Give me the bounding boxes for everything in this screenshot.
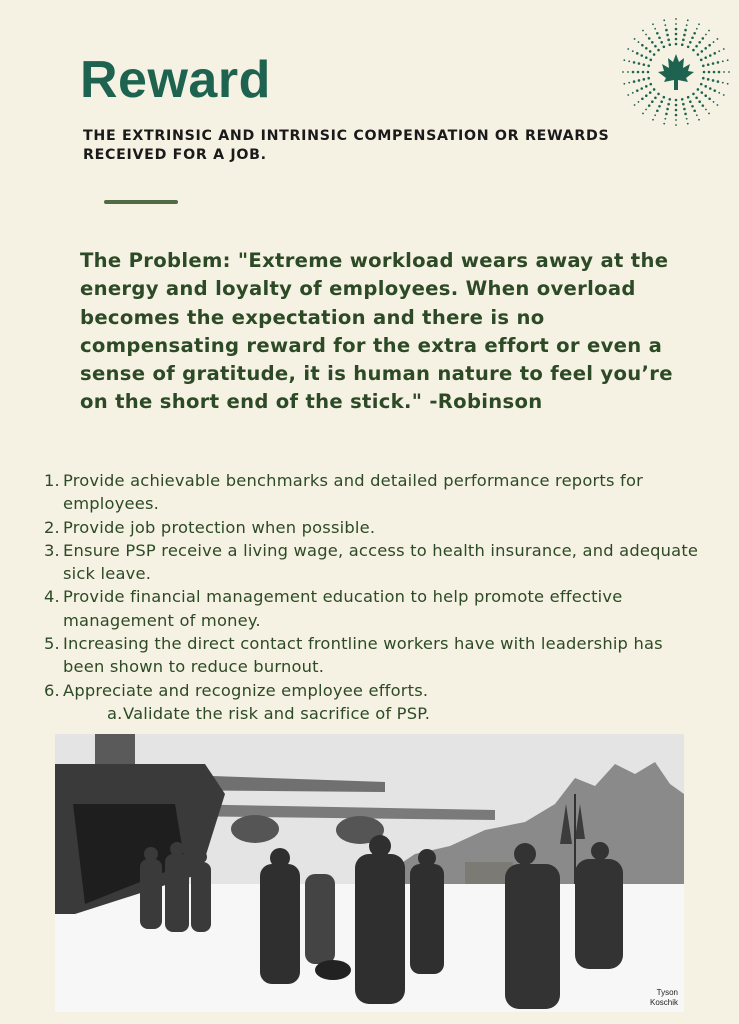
logo-ray-dot bbox=[645, 85, 648, 88]
logo-ray-dot bbox=[722, 60, 724, 62]
logo-ray-dot bbox=[675, 33, 678, 36]
logo-ray-dot bbox=[645, 94, 648, 97]
logo-ray-dot bbox=[643, 78, 646, 81]
logo-ray-dot bbox=[647, 64, 650, 67]
logo-ray-dot bbox=[649, 59, 652, 62]
logo-ray-dot bbox=[628, 60, 630, 62]
logo-ray-dot bbox=[722, 82, 724, 84]
logo-ray-dot bbox=[689, 41, 692, 44]
logo-ray-dot bbox=[681, 98, 684, 101]
logo-ray-dot bbox=[636, 89, 639, 92]
logo-ray-dot bbox=[642, 113, 644, 115]
logo-ray-dot bbox=[705, 34, 707, 36]
logo-ray-dot bbox=[641, 98, 644, 101]
divider bbox=[104, 200, 178, 204]
logo-ray-dot bbox=[645, 109, 647, 111]
logo-ray-dot bbox=[656, 32, 659, 35]
logo-ray-dot bbox=[698, 119, 700, 121]
logo-ray-dot bbox=[649, 83, 652, 86]
logo-ray-dot bbox=[687, 19, 689, 21]
logo-ray-dot bbox=[704, 85, 707, 88]
logo-ray-dot bbox=[708, 71, 711, 74]
logo-ray-dot bbox=[691, 105, 694, 108]
logo-ray-dot bbox=[713, 52, 716, 55]
logo-ray-dot bbox=[689, 100, 692, 103]
logo-ray-dot bbox=[698, 23, 700, 25]
logo-ray-dot bbox=[642, 30, 644, 32]
logo-ray-dot bbox=[627, 94, 629, 96]
logo-ray-dot bbox=[728, 71, 730, 73]
logo-ray-dot bbox=[623, 59, 625, 61]
logo-ray-dot bbox=[693, 109, 696, 112]
logo-ray-dot bbox=[717, 80, 720, 83]
logo-ray-dot bbox=[654, 97, 657, 100]
logo-ray-dot bbox=[667, 103, 670, 106]
logo-ray-dot bbox=[660, 41, 663, 44]
logo-ray-dot bbox=[713, 41, 715, 43]
logo-ray-dot bbox=[708, 98, 711, 101]
logo-ray-dot bbox=[638, 101, 640, 103]
maple-leaf-icon bbox=[618, 14, 734, 130]
sub-list bbox=[63, 702, 704, 725]
logo-ray-dot bbox=[707, 63, 710, 66]
logo-ray-dot bbox=[697, 88, 700, 91]
logo-ray-dot bbox=[696, 28, 698, 30]
logo-ray-dot bbox=[653, 53, 656, 56]
logo-ray-dot bbox=[675, 38, 678, 41]
logo-ray-dot bbox=[657, 93, 660, 96]
logo-ray-dot bbox=[647, 71, 650, 74]
logo-ray-dot bbox=[623, 83, 625, 85]
logo-ray-dot bbox=[653, 88, 656, 91]
logo-ray-dot bbox=[632, 92, 634, 94]
logo-ray-dot bbox=[664, 118, 666, 120]
list-item: 2. Provide job protection when possible. bbox=[44, 517, 376, 537]
logo-ray-dot bbox=[643, 63, 646, 66]
logo-ray-dot bbox=[683, 34, 686, 37]
list-item: 4. Provide financial management education to help promote effective management of money. bbox=[44, 587, 623, 630]
logo-ray-dot bbox=[687, 96, 690, 99]
logo-ray-dot bbox=[687, 123, 689, 125]
team-photo bbox=[55, 734, 684, 1012]
logo-ray-dot bbox=[628, 82, 630, 84]
logo-ray-dot bbox=[634, 38, 636, 40]
logo-ray-dot bbox=[666, 108, 669, 111]
logo-ray-dot bbox=[648, 104, 651, 107]
list-item: 1. Provide achievable benchmarks and detailed performance reports for employees. bbox=[44, 471, 644, 514]
logo-ray-dot bbox=[666, 34, 669, 37]
logo-ray-dot bbox=[627, 71, 629, 73]
logo-ray-dot bbox=[638, 41, 640, 43]
logo-ray-dot bbox=[649, 91, 652, 94]
logo-ray-dot bbox=[701, 50, 704, 53]
logo-ray-dot bbox=[675, 18, 677, 20]
logo-ray-dot bbox=[632, 71, 635, 74]
logo-ray-dot bbox=[663, 19, 665, 21]
logo-ray-dot bbox=[675, 99, 678, 102]
logo-ray-dot bbox=[675, 23, 677, 25]
logo-ray-dot bbox=[651, 100, 654, 103]
logo-ray-dot bbox=[622, 71, 624, 73]
logo-ray-dot bbox=[697, 53, 700, 56]
problem-quote: The Problem: "Extreme workload wears away at the energy and loyalty of employees. When overload becomes the expectation and there is no compensating reward for the extra effort or even a sense of gratitude, it is human nature to feel you’re on the short end of the stick." -Robinson bbox=[80, 249, 673, 414]
logo-ray-dot bbox=[641, 44, 644, 47]
logo-ray-dot bbox=[657, 49, 660, 52]
logo-ray-dot bbox=[717, 104, 719, 106]
logo-ray-dot bbox=[727, 83, 729, 85]
logo-ray-dot bbox=[675, 28, 678, 31]
logo-ray-dot bbox=[684, 29, 687, 32]
logo-ray-dot bbox=[636, 52, 639, 55]
logo-ray-dot bbox=[654, 28, 656, 30]
logo-ray-dot bbox=[723, 71, 725, 73]
logo-ray-dot bbox=[658, 105, 661, 108]
logo-ray-dot bbox=[727, 59, 729, 61]
logo-ray-dot bbox=[713, 71, 716, 74]
logo-ray-dot bbox=[663, 45, 666, 48]
logo-ray-dot bbox=[695, 45, 698, 48]
logo-ray-dot bbox=[682, 39, 685, 42]
logo-ray-dot bbox=[717, 61, 720, 64]
logo-ray-dot bbox=[675, 124, 677, 126]
logo-ray-dot bbox=[707, 78, 710, 81]
logo-ray-dot bbox=[696, 114, 698, 116]
logo-ray-dot bbox=[709, 54, 712, 57]
logo-ray-dot bbox=[654, 114, 656, 116]
logo-ray-dot bbox=[705, 109, 707, 111]
logo-ray-dot bbox=[660, 100, 663, 103]
logo-ray-dot bbox=[675, 104, 678, 107]
logo-ray-dot bbox=[693, 32, 696, 35]
logo-ray-dot bbox=[667, 39, 670, 42]
logo-ray-dot bbox=[698, 100, 701, 103]
logo-ray-dot bbox=[637, 71, 640, 74]
logo-ray-dot bbox=[634, 104, 636, 106]
logo-ray-dot bbox=[700, 83, 703, 86]
logo-ray-dot bbox=[647, 77, 650, 80]
logo-ray-dot bbox=[683, 108, 686, 111]
logo-ray-dot bbox=[675, 119, 677, 121]
logo-ray-dot bbox=[700, 59, 703, 62]
logo-ray-dot bbox=[704, 94, 707, 97]
logo-ray-dot bbox=[675, 109, 678, 112]
logo-ray-dot bbox=[640, 87, 643, 90]
logo-ray-dot bbox=[664, 24, 666, 26]
logo-ray-dot bbox=[681, 43, 684, 46]
page-subtitle: THE EXTRINSIC AND INTRINSIC COMPENSATION OR REWARDS RECEIVED FOR A JOB. bbox=[83, 128, 610, 163]
logo-ray-dot bbox=[713, 89, 716, 92]
logo-ray-dot bbox=[713, 101, 715, 103]
logo-ray-dot bbox=[663, 123, 665, 125]
logo-ray-dot bbox=[652, 119, 654, 121]
logo-ray-dot bbox=[691, 36, 694, 39]
logo-ray-dot bbox=[638, 62, 641, 65]
maple-leaf-logo bbox=[618, 14, 734, 130]
logo-ray-dot bbox=[675, 114, 678, 117]
list-item: 6. Appreciate and recognize employee efforts. a. Validate the risk and sacrifice of PSP. bbox=[44, 679, 704, 726]
logo-ray-dot bbox=[723, 48, 725, 50]
logo-ray-dot bbox=[717, 38, 719, 40]
logo-ray-dot bbox=[686, 118, 688, 120]
logo-ray-dot bbox=[708, 44, 711, 47]
logo-ray-dot bbox=[663, 96, 666, 99]
sub-list-item: a. Validate the risk and sacrifice of PSP. bbox=[107, 703, 431, 723]
logo-ray-dot bbox=[645, 56, 648, 59]
logo-ray-dot bbox=[698, 41, 701, 44]
logo-ray-dot bbox=[703, 71, 706, 74]
logo-ray-dot bbox=[687, 45, 690, 48]
logo-ray-dot bbox=[640, 54, 643, 57]
logo-ray-dot bbox=[627, 48, 629, 50]
logo-ray-dot bbox=[648, 37, 651, 40]
logo-ray-dot bbox=[632, 50, 634, 52]
logo-ray-dot bbox=[718, 92, 720, 94]
logo-ray-dot bbox=[656, 109, 659, 112]
logo-ray-dot bbox=[709, 87, 712, 90]
logo-ray-dot bbox=[712, 62, 715, 65]
list-item: 5. Increasing the direct contact frontline workers have with leadership has been shown to reduce burnout. bbox=[44, 634, 663, 677]
logo-ray-dot bbox=[702, 64, 705, 67]
logo-ray-dot bbox=[704, 56, 707, 59]
logo-ray-dot bbox=[702, 104, 705, 107]
logo-ray-dot bbox=[704, 47, 707, 50]
logo-ray-dot bbox=[651, 41, 654, 44]
logo-ray-dot bbox=[702, 37, 705, 40]
logo-ray-dot bbox=[668, 98, 671, 101]
logo-ray-dot bbox=[668, 43, 671, 46]
logo-ray-dot bbox=[682, 103, 685, 106]
logo-ray-dot bbox=[645, 47, 648, 50]
photo-credit: Tyson Koschik bbox=[649, 988, 678, 1007]
logo-ray-dot bbox=[649, 50, 652, 53]
logo-ray-dot bbox=[658, 36, 661, 39]
logo-ray-dot bbox=[723, 94, 725, 96]
logo-ray-dot bbox=[692, 93, 695, 96]
recommendation-list bbox=[44, 469, 704, 725]
list-item: 3. Ensure PSP receive a living wage, access to health insurance, and adequate sick leave. bbox=[44, 540, 699, 584]
logo-ray-dot bbox=[684, 113, 687, 116]
logo-ray-dot bbox=[645, 34, 647, 36]
logo-ray-dot bbox=[665, 113, 668, 116]
logo-ray-dot bbox=[652, 23, 654, 25]
logo-ray-dot bbox=[686, 24, 688, 26]
logo-ray-dot bbox=[642, 71, 645, 74]
logo-ray-dot bbox=[701, 91, 704, 94]
logo-ray-dot bbox=[702, 77, 705, 80]
logo-ray-dot bbox=[718, 50, 720, 52]
logo-ray-dot bbox=[695, 97, 698, 100]
logo-ray-dot bbox=[633, 61, 636, 64]
logo-ray-dot bbox=[633, 80, 636, 83]
page-title: Reward bbox=[80, 51, 271, 109]
logo-ray-dot bbox=[638, 79, 641, 82]
logo-ray-dot bbox=[665, 29, 668, 32]
logo-ray-dot bbox=[675, 43, 678, 46]
logo-ray-dot bbox=[654, 45, 657, 48]
logo-ray-dot bbox=[712, 79, 715, 82]
logo-ray-dot bbox=[708, 30, 710, 32]
logo-ray-dot bbox=[692, 49, 695, 52]
logo-ray-dot bbox=[708, 113, 710, 115]
logo-ray-dot bbox=[718, 71, 721, 74]
